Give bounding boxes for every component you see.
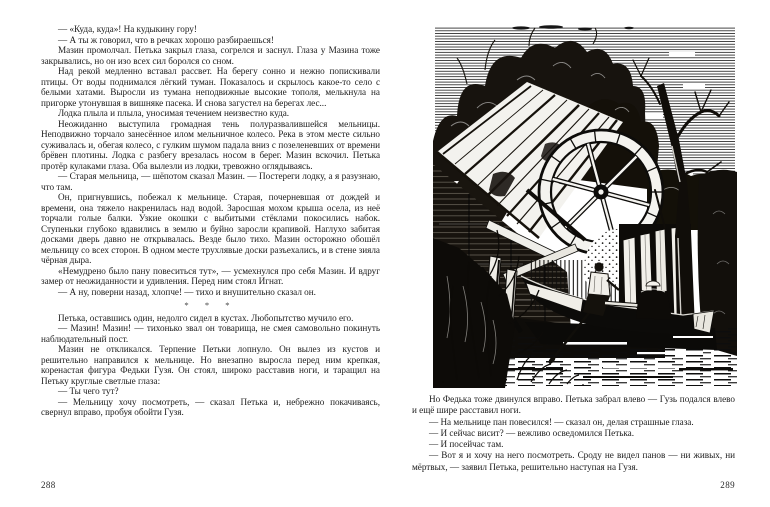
paragraph: — «Куда, куда»! На кудыкину гору!: [58, 24, 197, 34]
paragraph: Мазин не откликался. Терпение Петьки лопнуло. Он вылез из кустов и решительно направился к мельнице. Но внезапно выросла перед ним крепкая, коренастая фигура Федьки Гузя. Он стоял, широко расставив ноги, и таращил на Петьку круглые светлые глаза:: [41, 344, 380, 386]
paragraph: — Старая мельница, — шёпотом сказал Мазин. — Постереги лодку, а я разузнаю, что там.: [41, 171, 380, 192]
paragraph: Над рекой медленно вставал рассвет. На берегу сонно и нежно попискивали птицы. От воды поднимался лёгкий туман. Показалось и скрылось какое-то село с белыми хатами. Выросли из тумана неподвижные высокие тополя, мелькнула на пригорке утонувшая в вишняке пасека. И снова загустел на берегах лес...: [41, 66, 380, 108]
mill-illustration-svg: [433, 24, 737, 388]
page-right-text: [412, 394, 735, 473]
paragraph: — Ты чего тут?: [58, 386, 119, 396]
paragraph: — А ты ж говорил, что в речках хорошо разбираешься!: [58, 34, 274, 45]
paragraph: Он, пригнувшись, побежал к мельнице. Старая, почерневшая от дождей и времени, она тяжело накренилась над водой. Заросшая мохом крыша осела, из неё торчали голые балки. Узкие окошки с выбитыми стёклами покосились набок. Ступеньки глубоко вдавились в землю и буйно заросли крапивой. Наглухо забитая досками дверь давно не открывалась. Везде было тихо. Мазин осторожно обошёл мельницу со всех сторон. В одном месте трухлявые доски разъехались, и в стене зияла чёрная дыра.: [41, 192, 380, 265]
paragraph: — Мельницу хочу посмотреть, — сказал Петька и, небрежно покачиваясь, свернул вправо, пробуя обойти Гузя.: [41, 396, 380, 417]
paragraph: «Немудрено было пану повеситься тут», — усмехнулся про себя Мазин. И вдруг замер от неожиданности и удивления. Перед ним стоял Игнат.: [41, 265, 380, 286]
page-left-text: [41, 24, 380, 418]
paragraph: Мазин промолчал. Петька закрыл глаза, согрелся и заснул. Глаза у Мазина тоже закрывались, но он изо всех сил боролся со сном.: [41, 45, 380, 66]
paragraph: Неожиданно выступила громадная тень полуразвалившейся мельницы. Неподвижно торчало занесённое илом мельничное колесо. Река в этом месте сильно суживалась и, обегая колесо, с гулким шумом падала вниз с позеленевших от времени брёвен плотины. Лодка с разбегу врезалась носом в берег. Мазин вскочил. Петька протёр кулаками глаза. Оба вылезли из лодки, тревожно оглядываясь.: [41, 118, 380, 171]
page-number-right: 289: [720, 480, 735, 490]
paragraph: — И сейчас висит? — вежливо осведомился Петька.: [429, 427, 635, 438]
page-number-left: 288: [41, 480, 56, 490]
paragraph: Но Федька тоже двинулся вправо. Петька забрал влево — Гузь подался влево и ещё шире расставил ноги.: [412, 394, 735, 416]
paragraph: — А ну, поверни назад, хлопче! — тихо и внушительно сказал он.: [58, 286, 316, 297]
paragraph: * * *: [184, 299, 237, 310]
paragraph: — Вот я и хочу на него посмотреть. Сроду не видел панов — ни живых, ни мёртвых, — заявил Петька, решительно наступая на Гузя.: [412, 450, 735, 472]
paragraph: — Мазин! Мазин! — тихонько звал он товарища, не смея самовольно покинуть наблюдательный пост.: [41, 323, 380, 344]
paragraph: — На мельнице пан повесился! — сказал он, делая страшные глаза.: [429, 416, 694, 427]
mill-illustration: [433, 24, 737, 388]
paragraph: Петька, оставшись один, недолго сидел в кустах. Любопытство мучило его.: [58, 312, 354, 323]
paragraph: — И посейчас там.: [429, 439, 504, 450]
paragraph: Лодка плыла и плыла, уносимая течением неизвестно куда.: [58, 108, 290, 118]
